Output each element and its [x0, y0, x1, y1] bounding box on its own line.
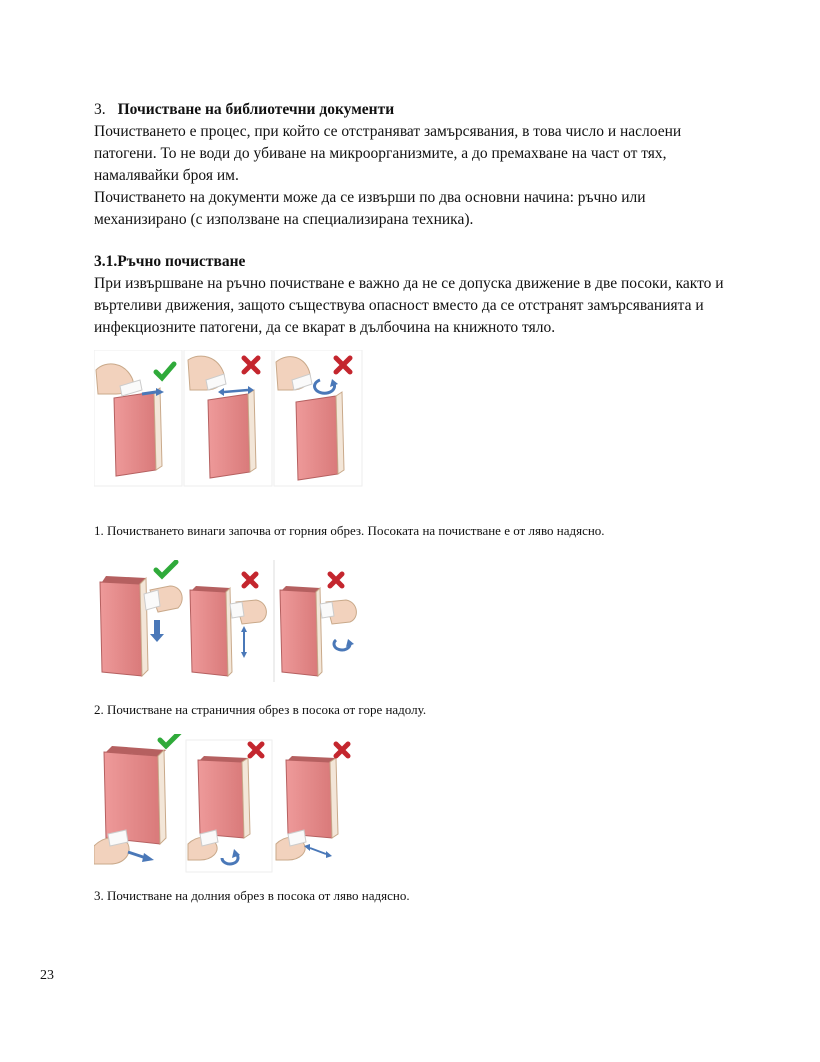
section-title: Почистване на библиотечни документи	[117, 101, 395, 118]
panel-wrong-circular	[186, 740, 272, 872]
check-icon	[156, 562, 176, 576]
panel-correct	[94, 734, 180, 864]
cross-icon	[330, 574, 342, 586]
cross-icon	[244, 574, 256, 586]
check-icon	[160, 734, 180, 746]
panel-correct	[100, 562, 182, 676]
page-number: 23	[40, 968, 54, 983]
figure-3-bottom-edge	[94, 734, 364, 874]
cross-icon	[336, 744, 348, 756]
panel-wrong-bidirectional	[276, 744, 348, 860]
panel-wrong-bidirectional	[184, 350, 272, 486]
figure-1-top-edge	[94, 350, 364, 488]
figure-3-caption: 3. Почистване на долния обрез в посока от ляво надясно.	[94, 888, 410, 903]
panel-wrong-bidirectional	[190, 560, 274, 682]
section-paragraph-1: Почистването е процес, при който се отстраняват замърсявания, в това число и наслоени патогени. То не води до убиване на микроорганизмите, а до премахване на част от тях, намалявайки броя им.	[94, 123, 682, 184]
section-number: 3.	[94, 101, 106, 118]
panel-correct	[94, 350, 182, 486]
figure-2-side-edge	[94, 560, 364, 684]
panel-wrong-circular	[280, 574, 356, 676]
subsection-title: 3.1.Ръчно почистване	[94, 253, 246, 270]
section-3	[94, 99, 734, 231]
section-paragraph-2: Почистването на документи може да се извърши по два основни начина: ръчно или механизирано (с използване на специализирана техника).	[94, 189, 646, 228]
section-heading	[94, 99, 734, 121]
panel-wrong-circular	[274, 350, 362, 486]
figure-1-caption: 1. Почистването винаги започва от горния обрез. Посоката на почистване е от ляво надясно.	[94, 523, 605, 538]
subsection-3-1	[94, 251, 734, 339]
figure-2-caption: 2. Почистване на страничния обрез в посока от горе надолу.	[94, 702, 427, 717]
subsection-paragraph: При извършване на ръчно почистване е важно да не се допуска движение в две посоки, както и въртеливи движения, защото съществува опасност вместо да се отстранят замърсяванията и инфекциозните патогени, да се вкарат в дълбочина на книжното тяло.	[94, 275, 724, 336]
